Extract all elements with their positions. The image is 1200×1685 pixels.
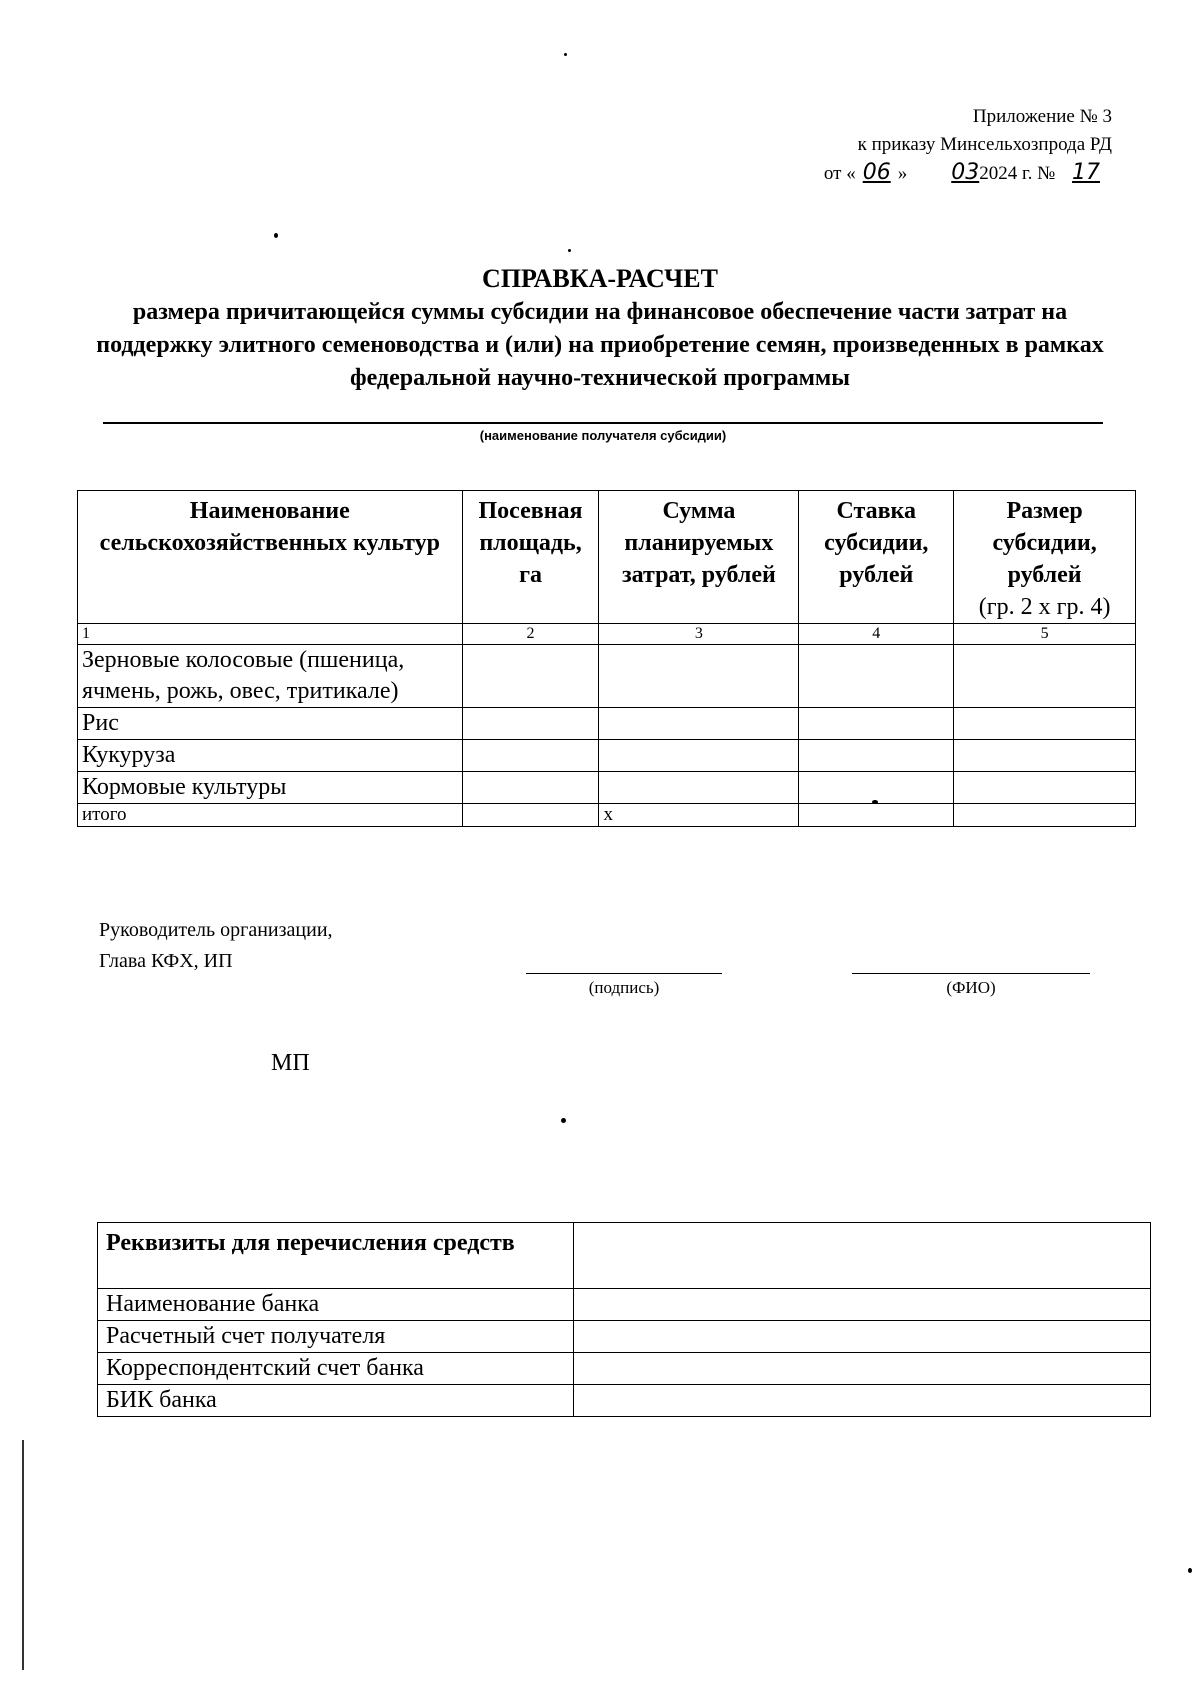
header-subsidy-formula: (гр. 2 x гр. 4) (978, 594, 1111, 620)
header-subsidy-rate: Ставка субсидии, рублей (799, 491, 954, 624)
scan-speck (564, 53, 567, 56)
bank-field-label: БИК банка (98, 1385, 574, 1417)
total-subsidy-amount-cell[interactable] (954, 804, 1136, 827)
appendix-line1: Приложение № 3 (972, 106, 1112, 127)
sown-area-cell[interactable] (462, 740, 599, 772)
bank-details-header: Реквизиты для перечисления средств (98, 1223, 574, 1289)
bank-details-header-value (573, 1223, 1150, 1289)
appendix-year-text: 2024 г. № (979, 163, 1056, 184)
signature-caption: (подпись) (588, 978, 660, 997)
table-row (98, 1385, 1151, 1417)
column-number: 3 (599, 624, 799, 645)
subsidy-amount-cell[interactable] (954, 708, 1136, 740)
correspondent-account-value-cell[interactable] (573, 1353, 1150, 1385)
column-number: 2 (462, 624, 599, 645)
table-row (78, 740, 1136, 772)
recipient-name-line (103, 422, 1103, 424)
crop-name-cell: Рис (78, 708, 463, 740)
table-row (78, 645, 1136, 708)
signatory-line1: Руководитель организации, (99, 919, 333, 941)
subsidy-amount-cell[interactable] (954, 772, 1136, 804)
scan-speck (872, 800, 878, 804)
stamp-place-label: МП (271, 1050, 310, 1076)
header-subsidy-amount-label: Размер субсидии, рублей (992, 498, 1097, 588)
header-sown-area: Посевная площадь, га (462, 491, 599, 624)
subsidy-rate-cell[interactable] (799, 740, 954, 772)
appendix-number-handwritten: 17 (1072, 160, 1100, 185)
recipient-caption: (наименование получателя субсидии) (479, 428, 727, 443)
subsidy-amount-cell[interactable] (954, 645, 1136, 708)
scan-speck (274, 233, 278, 238)
crop-name-cell: Зерновые колосовые (пшеница, ячмень, рожь, овес, тритикале) (78, 645, 463, 708)
bank-name-value-cell[interactable] (573, 1289, 1150, 1321)
subsidy-amount-cell[interactable] (954, 740, 1136, 772)
signatory-label (99, 915, 333, 977)
signatory-line2: Глава КФХ, ИП (99, 950, 233, 972)
bank-field-label: Расчетный счет получателя (98, 1321, 574, 1353)
table-header-row (78, 491, 1136, 624)
column-number-row (78, 624, 1136, 645)
sown-area-cell[interactable] (462, 708, 599, 740)
table-row (78, 708, 1136, 740)
title-main: СПРАВКА-РАСЧЕТ (482, 264, 718, 293)
planned-costs-cell[interactable] (599, 772, 799, 804)
sown-area-cell[interactable] (462, 645, 599, 708)
total-row (78, 804, 1136, 827)
total-subsidy-rate-cell[interactable] (799, 804, 954, 827)
document-title (0, 262, 1200, 395)
appendix-quote-close: » (897, 163, 908, 184)
scan-speck (561, 1118, 566, 1123)
total-sown-area-cell[interactable] (462, 804, 599, 827)
signature-line[interactable] (526, 973, 722, 974)
full-name-line[interactable] (852, 973, 1090, 974)
title-subtitle: размера причитающейся суммы субсидии на финансовое обеспечение части затрат на поддержку элитного семеноводства и (или) на приобретение семян, произведенных в рамках федеральной научно-технической программы (96, 299, 1104, 391)
column-number: 1 (78, 624, 463, 645)
account-number-value-cell[interactable] (573, 1321, 1150, 1353)
table-row (78, 772, 1136, 804)
appendix-month-handwritten: 03 (951, 160, 980, 185)
bank-field-label: Корреспондентский счет банка (98, 1353, 574, 1385)
bank-field-label: Наименование банка (98, 1289, 574, 1321)
table-row (98, 1289, 1151, 1321)
planned-costs-cell[interactable] (599, 645, 799, 708)
planned-costs-cell[interactable] (599, 740, 799, 772)
scan-speck (1188, 1568, 1192, 1573)
column-number: 5 (954, 624, 1136, 645)
header-subsidy-amount (954, 491, 1136, 624)
header-planned-costs: Сумма планируемых затрат, рублей (599, 491, 799, 624)
sown-area-cell[interactable] (462, 772, 599, 804)
bik-value-cell[interactable] (573, 1385, 1150, 1417)
appendix-date-prefix: от « (823, 163, 856, 184)
subsidy-rate-cell[interactable] (799, 645, 954, 708)
subsidy-rate-cell[interactable] (799, 708, 954, 740)
scan-edge-line (22, 1440, 24, 1670)
table-row (98, 1321, 1151, 1353)
appendix-header (824, 103, 1112, 188)
subsidy-calculation-table (77, 490, 1136, 827)
total-planned-costs-x: х (599, 804, 799, 827)
crop-name-cell: Кормовые культуры (78, 772, 463, 804)
planned-costs-cell[interactable] (599, 708, 799, 740)
bank-details-header-row (98, 1223, 1151, 1289)
column-number: 4 (799, 624, 954, 645)
scan-speck (568, 249, 571, 252)
subsidy-rate-cell[interactable] (799, 772, 954, 804)
full-name-caption: (ФИО) (946, 978, 996, 997)
bank-details-table (97, 1222, 1151, 1417)
total-label: итого (78, 804, 463, 827)
appendix-line2: к приказу Минсельхозпрода РД (857, 134, 1112, 155)
header-crop-name: Наименование сельскохозяйственных культур (78, 491, 463, 624)
crop-name-cell: Кукуруза (78, 740, 463, 772)
appendix-date-line (824, 159, 1112, 188)
appendix-day-handwritten: 06 (862, 160, 891, 185)
table-row (98, 1353, 1151, 1385)
